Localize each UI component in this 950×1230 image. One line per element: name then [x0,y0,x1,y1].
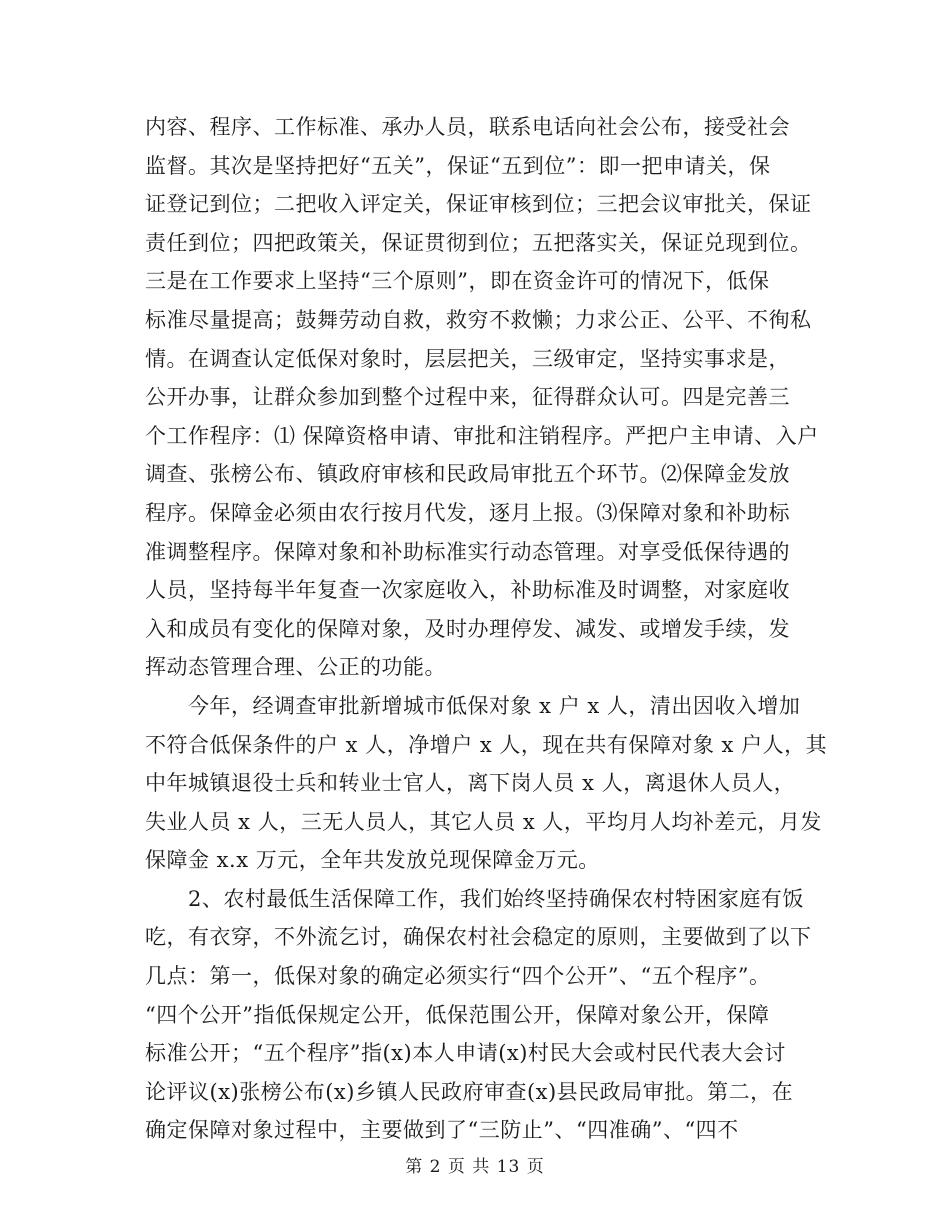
text-line: 准调整程序。保障对象和补助标准实行动态管理。对享受低保待遇的 [145,539,790,564]
text-line: 吃，有衣穿，不外流乞讨，确保农村社会稳定的原则，主要做到了以下 [145,925,812,950]
text-line: 责任到位；四把政策关，保证贯彻到位；五把落实关，保证兑现到位。 [145,230,812,255]
text-line: 不符合低保条件的户 x 人，净增户 x 人，现在共有保障对象 x 户人，其 [145,732,828,757]
text-line: 入和成员有变化的保障对象，及时办理停发、减发、或增发手续，发 [145,616,790,641]
text-line: 失业人员 x 人，三无人员人，其它人员 x 人，平均月人均补差元，月发 [145,809,822,834]
text-line: 监督。其次是坚持把好“五关”，保证“五到位”：即一把申请关，保 [145,153,771,178]
text-line: 今年，经调查审批新增城市低保对象 x 户 x 人，清出因收入增加 [145,693,801,718]
text-line: 个工作程序：⑴ 保障资格申请、审批和注销程序。严把户主申请、入户 [145,423,819,448]
text-line: 确定保障对象过程中，主要做到了“三防止”、“四准确”、“四不 [145,1118,739,1143]
text-line: 调查、张榜公布、镇政府审核和民政局审批五个环节。⑵保障金发放 [145,462,790,487]
text-line: 2、农村最低生活保障工作，我们始终坚持确保农村特困家庭有饭 [145,886,804,911]
text-line: 公开办事，让群众参加到整个过程中来，征得群众认可。四是完善三 [145,385,790,410]
page-number-footer: 第 2 页 共 13 页 [405,1157,545,1177]
text-line: 中年城镇退役士兵和转业士官人，离下岗人员 x 人，离退休人员人， [145,771,796,796]
text-line: 三是在工作要求上坚持“三个原则”，即在资金许可的情况下，低保 [145,269,770,294]
body-text [145,108,828,1150]
text-line: 内容、程序、工作标准、承办人员，联系电话向社会公布，接受社会 [145,115,790,139]
text-line: 论评议(x)张榜公布(x)乡镇人民政府审查(x)县民政局审批。第二，在 [145,1079,794,1104]
text-line: 程序。保障金必须由农行按月代发，逐月上报。⑶保障对象和补助标 [145,500,790,525]
text-line: 标准公开；“五个程序”指(x)本人申请(x)村民大会或村民代表大会讨 [145,1041,786,1066]
text-line: 保障金 x.x 万元，全年共发放兑现保障金万元。 [145,848,600,873]
text-line: 情。在调查认定低保对象时，层层把关，三级审定，坚持实事求是， [145,346,790,371]
text-line: 挥动态管理合理、公正的功能。 [145,655,446,680]
text-line: 人员，坚持每半年复查一次家庭收入，补助标准及时调整，对家庭收 [145,578,790,603]
text-line: 标准尽量提高；鼓舞劳动自救，救穷不救懒；力求公正、公平、不徇私 [145,307,812,332]
text-line: 几点：第一，低保对象的确定必须实行“四个公开”、“五个程序”。 [145,964,771,989]
text-line: 证登记到位；二把收入评定关，保证审核到位；三把会议审批关，保证 [145,192,812,217]
text-line: “四个公开”指低保规定公开，低保范围公开，保障对象公开，保障 [145,1002,770,1027]
